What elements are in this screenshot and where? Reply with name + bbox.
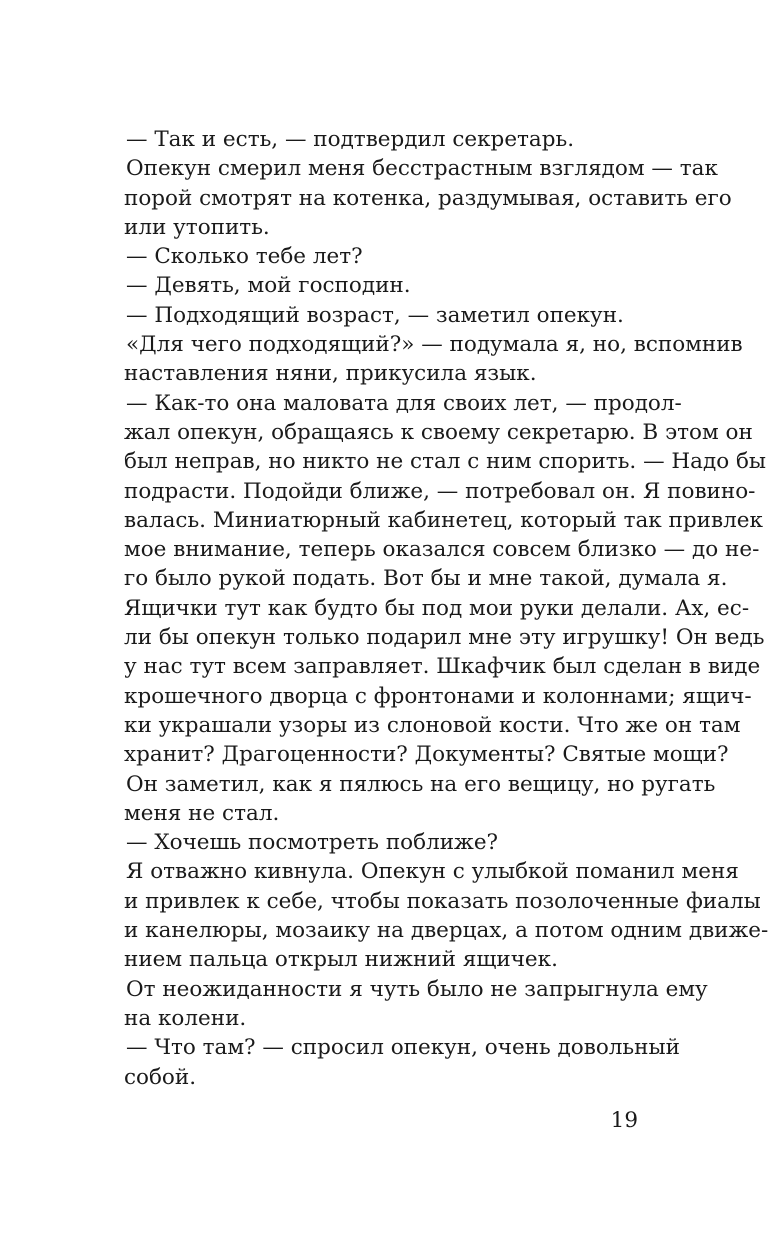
text-line: го было рукой подать. Вот бы и мне такой, думала я. bbox=[124, 566, 728, 592]
text-line: — Как-то она маловата для своих лет, — продол- bbox=[126, 390, 682, 416]
text-line: и привлек к себе, чтобы показать позолоченные фиалы bbox=[124, 888, 761, 914]
text-line: ки украшали узоры из слоновой кости. Что же он там bbox=[124, 712, 741, 738]
text-line: — Сколько тебе лет? bbox=[126, 244, 363, 270]
text-line: хранит? Драгоценности? Документы? Святые мощи? bbox=[124, 742, 729, 768]
text-line: наставления няни, прикусила язык. bbox=[124, 361, 537, 387]
text-line: — Что там? — спросил опекун, очень довольный bbox=[126, 1035, 680, 1061]
text-line: Опекун смерил меня бесстрастным взглядом — так bbox=[126, 156, 718, 182]
body-text bbox=[124, 125, 768, 1092]
text-line: меня не стал. bbox=[124, 800, 280, 826]
text-line: Ящички тут как будто бы под мои руки делали. Ах, ес- bbox=[124, 595, 750, 621]
text-line: нием пальца открыл нижний ящичек. bbox=[124, 947, 558, 973]
text-line: и канелюры, мозаику на дверцах, а потом одним движе- bbox=[124, 918, 768, 944]
text-line: порой смотрят на котенка, раздумывая, оставить его bbox=[124, 185, 732, 211]
page-number: 19 bbox=[610, 1108, 638, 1133]
text-line: Он заметил, как я пялюсь на его вещицу, но ругать bbox=[126, 771, 716, 797]
text-line: был неправ, но никто не стал с ним спорить. — Надо бы bbox=[124, 449, 767, 475]
text-line: валась. Миниатюрный кабинетец, который так привлек bbox=[124, 507, 763, 533]
text-line: — Подходящий возраст, — заметил опекун. bbox=[126, 302, 624, 328]
text-line: мое внимание, теперь оказался совсем близко — до не- bbox=[124, 537, 760, 563]
text-line: — Так и есть, — подтвердил секретарь. bbox=[126, 127, 575, 152]
text-line: — Хочешь посмотреть поближе? bbox=[126, 830, 499, 856]
text-line: От неожиданности я чуть было не запрыгнула ему bbox=[126, 976, 708, 1002]
text-line: подрасти. Подойди ближе, — потребовал он. Я повино- bbox=[124, 478, 756, 504]
text-line: «Для чего подходящий?» — подумала я, но, вспомнив bbox=[126, 332, 743, 358]
text-line: или утопить. bbox=[124, 214, 270, 240]
text-line: на колени. bbox=[124, 1005, 247, 1031]
text-line: крошечного дворца с фронтонами и колоннами; ящич- bbox=[124, 683, 752, 709]
text-line: ли бы опекун только подарил мне эту игрушку! Он ведь bbox=[124, 625, 765, 651]
text-line: — Девять, мой господин. bbox=[126, 273, 411, 299]
text-line: Я отважно кивнула. Опекун с улыбкой поманил меня bbox=[126, 859, 739, 885]
text-line: жал опекун, обращаясь к своему секретарю. В этом он bbox=[124, 419, 753, 445]
text-line: собой. bbox=[124, 1064, 197, 1090]
text-line: у нас тут всем заправляет. Шкафчик был сделан в виде bbox=[124, 654, 761, 680]
